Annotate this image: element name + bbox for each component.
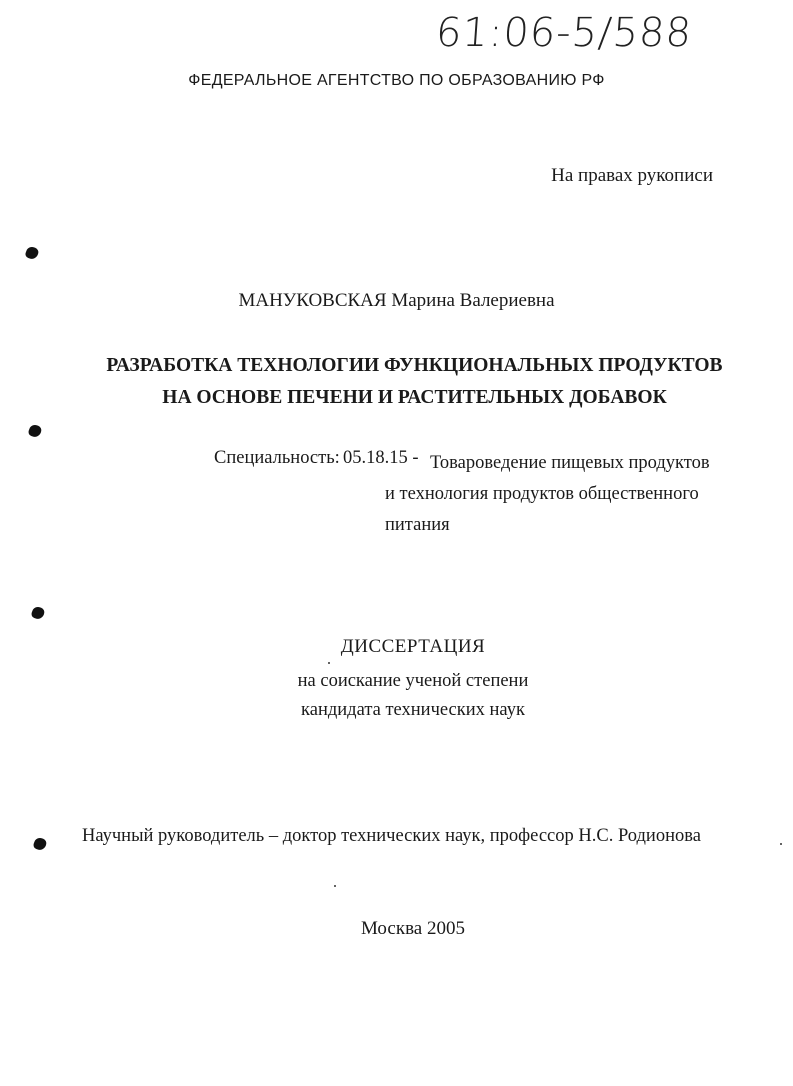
title-line-1: РАЗРАБОТКА ТЕХНОЛОГИИ ФУНКЦИОНАЛЬНЫХ ПРОДУКТОВ xyxy=(106,355,723,376)
degree-line-1: на соискание ученой степени xyxy=(297,671,529,691)
specialty-name-line-2: и технология продуктов общественного xyxy=(385,484,699,504)
archive-number-handwritten: 61:06-5/588 xyxy=(434,10,694,56)
degree-line-2: кандидата технических наук xyxy=(301,700,525,720)
scan-speck-2 xyxy=(334,885,336,887)
specialty-name-line-1: Товароведение пищевых продуктов xyxy=(430,453,710,473)
degree-description xyxy=(0,667,793,725)
punch-hole-3 xyxy=(30,605,45,620)
supervisor-line: Научный руководитель – доктор технических наук, профессор Н.С. Родионова xyxy=(82,826,701,846)
scan-speck-3 xyxy=(780,843,782,845)
dissertation-title xyxy=(0,350,793,414)
title-line-2: НА ОСНОВЕ ПЕЧЕНИ И РАСТИТЕЛЬНЫХ ДОБАВОК xyxy=(162,387,667,408)
scan-speck-1 xyxy=(328,662,330,664)
specialty-code: 05.18.15 - xyxy=(343,448,419,468)
manuscript-note: На правах рукописи xyxy=(551,165,713,186)
specialty-label: Специальность: xyxy=(214,448,340,468)
specialty-name xyxy=(385,448,710,541)
punch-hole-1 xyxy=(24,245,39,260)
specialty-name-line-3: питания xyxy=(385,515,450,535)
punch-hole-4 xyxy=(32,836,47,851)
author-name: МАНУКОВСКАЯ Марина Валериевна xyxy=(238,290,555,311)
dissertation-heading: ДИССЕРТАЦИЯ xyxy=(340,636,486,657)
punch-hole-2 xyxy=(27,423,42,438)
city-year: Москва 2005 xyxy=(361,918,465,939)
agency-header: ФЕДЕРАЛЬНОЕ АГЕНТСТВО ПО ОБРАЗОВАНИЮ РФ xyxy=(188,72,605,89)
